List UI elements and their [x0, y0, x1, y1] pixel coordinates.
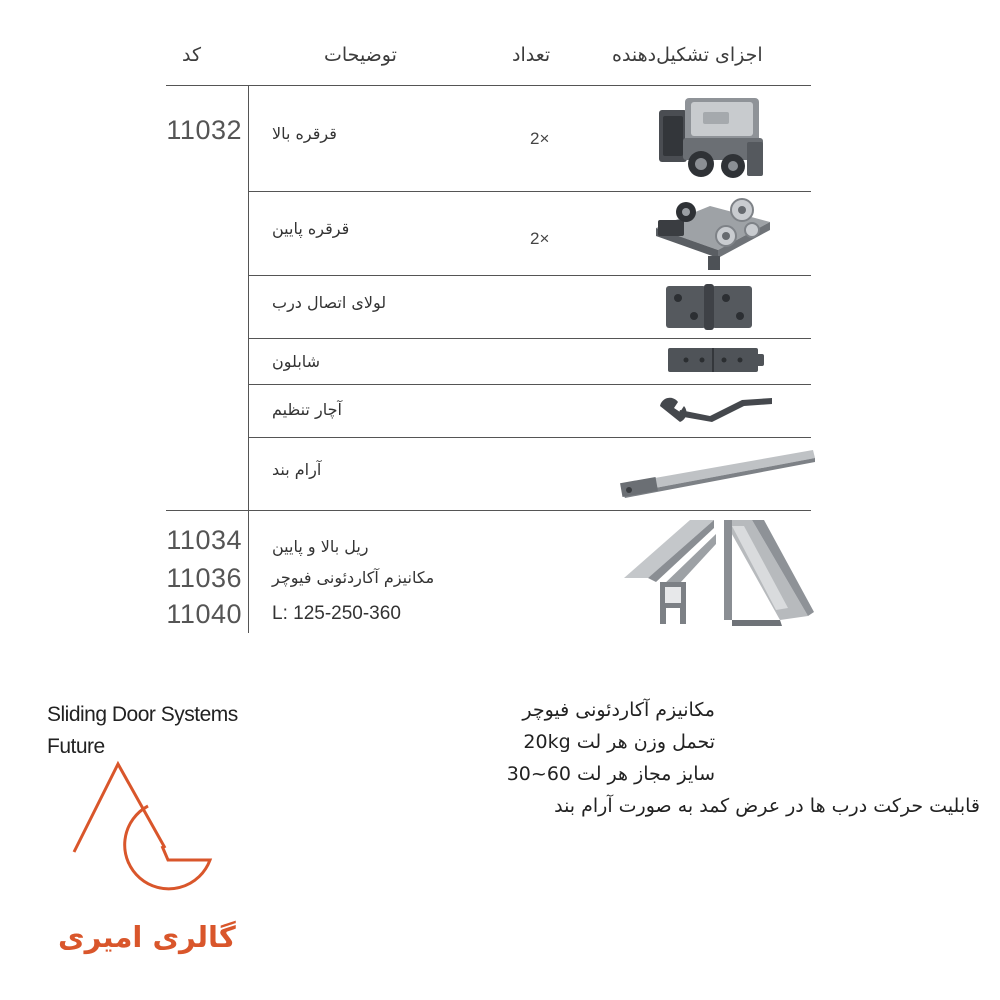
row-quantity: 2×	[530, 229, 550, 248]
column-divider	[248, 85, 249, 633]
row-description: قرقره پایین	[272, 219, 350, 238]
wrench-icon	[654, 392, 776, 432]
spec-soft-close: قابلیت حرکت درب ها در عرض کمد به صورت آرام بند	[554, 795, 980, 817]
rail-code: 11034	[166, 525, 242, 555]
row-code: 11032	[166, 115, 242, 145]
header-quantity: تعداد	[512, 44, 551, 66]
row-description: قرقره بالا	[272, 124, 337, 143]
row-divider	[248, 437, 811, 438]
row-divider	[248, 384, 811, 385]
section-divider	[166, 510, 811, 511]
header-divider	[166, 85, 811, 86]
spec-mechanism: مکانیزم آکاردئونی فیوچر	[522, 699, 715, 721]
row-description: شابلون	[272, 352, 321, 371]
rail-length: L: 125-250-360	[272, 603, 401, 624]
rail-mechanism: مکانیزم آکاردئونی فیوچر	[272, 568, 435, 587]
rail-code: 11040	[166, 599, 242, 629]
header-components: اجزای تشکیل‌دهنده	[612, 44, 763, 66]
spec-weight: تحمل وزن هر لت 20kg	[523, 731, 715, 753]
row-divider	[248, 338, 811, 339]
aluminium-rails-icon	[620, 516, 814, 632]
header-description: توضیحات	[324, 44, 397, 66]
rail-title: ریل بالا و پایین	[272, 537, 369, 556]
top-roller-icon	[655, 92, 770, 188]
spec-size: سایز مجاز هر لت 60~30	[506, 763, 715, 785]
ag-monogram-logo	[70, 760, 220, 914]
template-plate-icon	[666, 345, 766, 379]
row-quantity: 2×	[530, 129, 550, 148]
bottom-roller-icon	[652, 192, 774, 276]
header-code: کد	[182, 44, 202, 66]
hinge-icon	[664, 282, 756, 336]
row-description: لولای اتصال درب	[272, 293, 387, 312]
brand-line-1: Sliding Door Systems	[47, 703, 238, 726]
soft-close-damper-icon	[617, 446, 817, 502]
rail-code: 11036	[166, 563, 242, 593]
gallery-name: گالری امیری	[58, 920, 236, 954]
brand-line-2: Future	[47, 735, 105, 758]
row-description: آچار تنظیم	[272, 400, 342, 419]
row-description: آرام بند	[272, 460, 322, 479]
